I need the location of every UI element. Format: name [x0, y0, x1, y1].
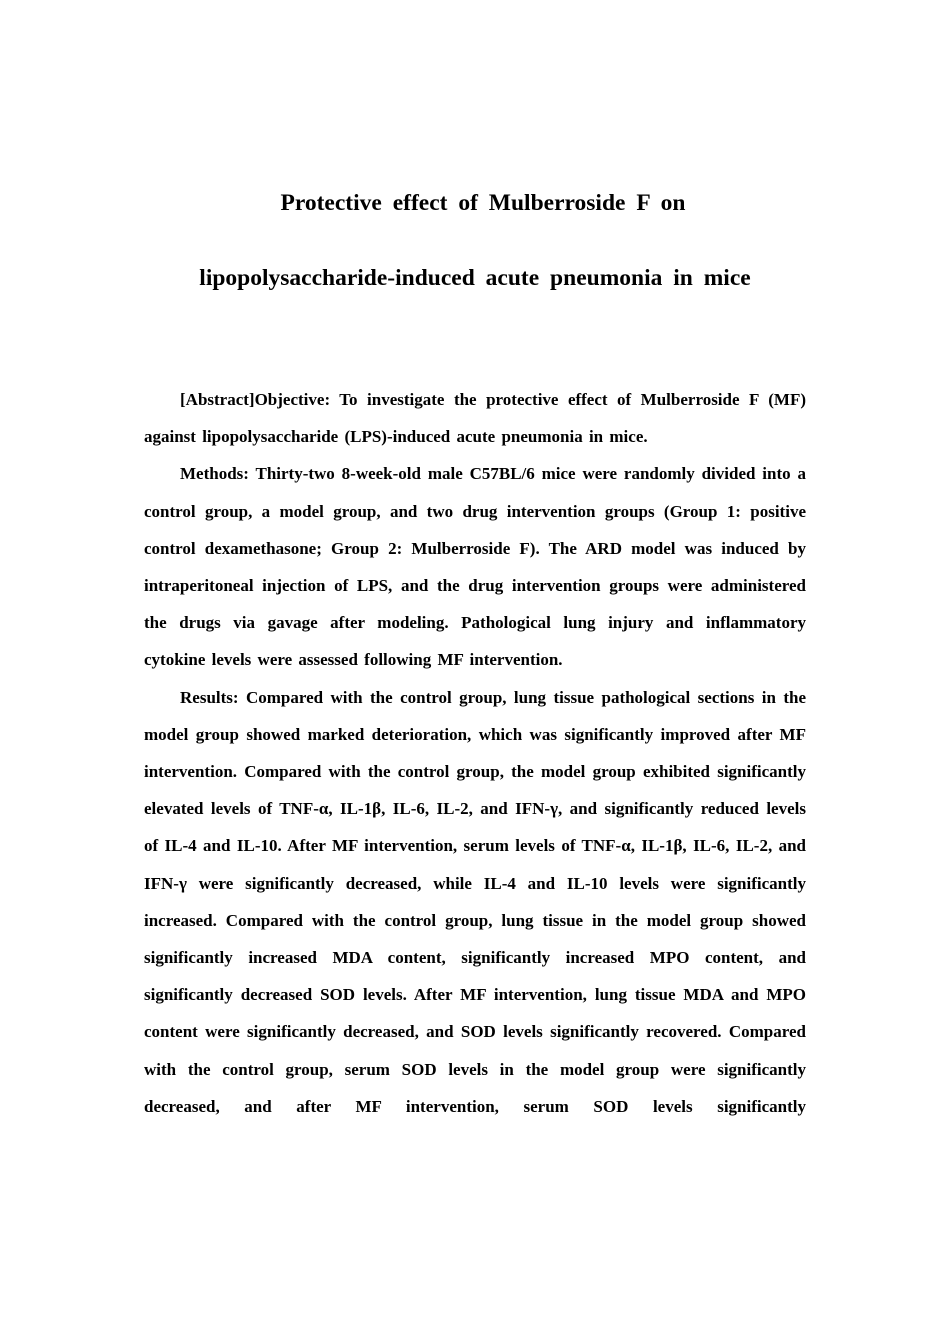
- abstract-results-paragraph: Results: Compared with the control group, lung tissue pathological sections in the model group showed marked deterioration, which was significantly improved after MF intervention. Compared with the control group, the model group exhibited significantly elevated levels of TNF-α, IL-1β, IL-6, IL-2, and IFN-γ, and significantly reduced levels of IL-4 and IL-10. After MF intervention, serum levels of TNF-α, IL-1β, IL-6, IL-2, and IFN-γ were significantly decreased, while IL-4 and IL-10 levels were significantly increased. Compared with the control group, lung tissue in the model group showed significantly increased MDA content, significantly increased MPO content, and significantly decreased SOD levels. After MF intervention, lung tissue MDA and MPO content were significantly decreased, and SOD levels significantly recovered. Compared with the control group, serum SOD levels in the model group were significantly decreased, and after MF intervention, serum SOD levels significantly: [144, 687, 806, 1116]
- abstract-body: [144, 381, 806, 1125]
- abstract-objective-paragraph: [Abstract]Objective: To investigate the protective effect of Mulberroside F (MF) against lipopolysaccharide (LPS)-induced acute pneumonia in mice.: [144, 390, 806, 447]
- abstract-methods-paragraph: Methods: Thirty-two 8-week-old male C57BL/6 mice were randomly divided into a control group, a model group, and two drug intervention groups (Group 1: positive control dexamethasone; Group 2: Mulberroside F). The ARD model was induced by intraperitoneal injection of LPS, and the drug intervention groups were administered the drugs via gavage after modeling. Pathological lung injury and inflammatory cytokine levels were assessed following MF intervention.: [144, 464, 806, 670]
- paper-title-line-2: lipopolysaccharide-induced acute pneumonia in mice: [199, 265, 751, 291]
- paper-title-line-1: Protective effect of Mulberroside F on: [280, 190, 686, 216]
